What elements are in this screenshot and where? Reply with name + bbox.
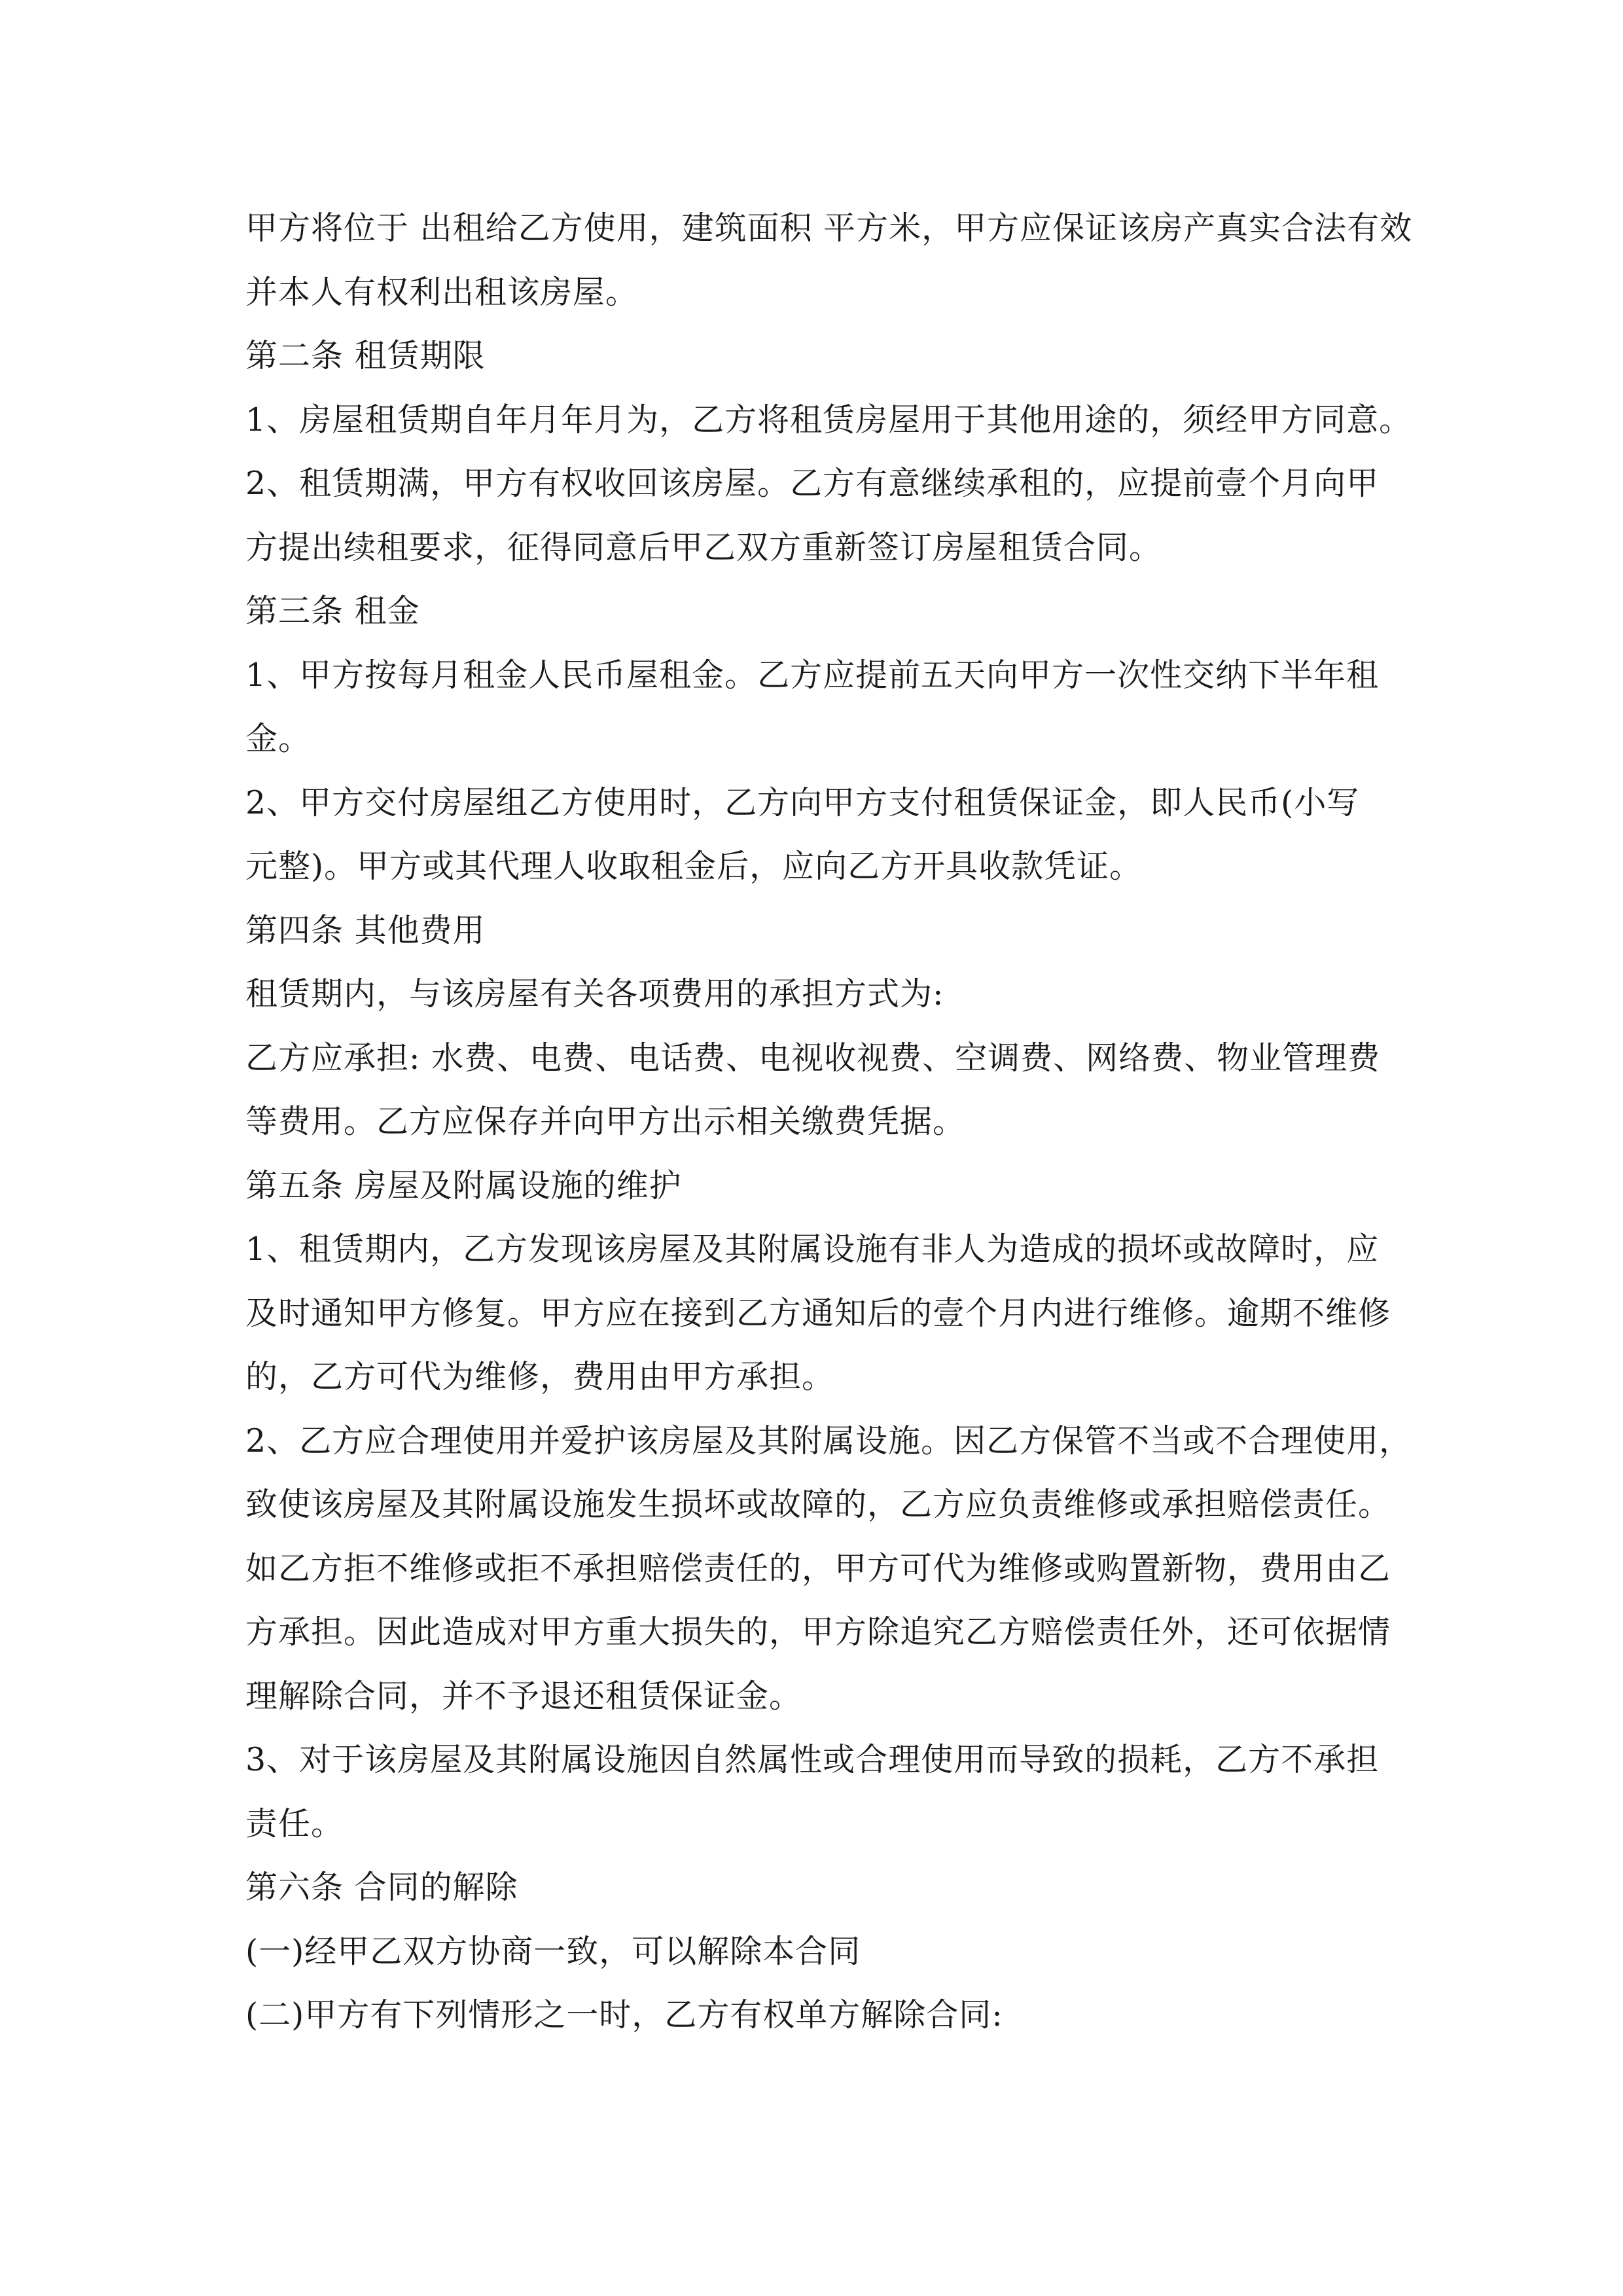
section-heading: 第四条 其他费用 — [245, 911, 486, 949]
paragraph-line: 如乙方拒不维修或拒不承担赔偿责任的，甲方可代为维修或购置新物，费用由乙 — [245, 1549, 1391, 1587]
paragraph-line: 理解除合同，并不予退还租赁保证金。 — [245, 1677, 802, 1715]
paragraph-line: 乙方应承担: 水费、电费、电话费、电视收视费、空调费、网络费、物业管理费 — [245, 1039, 1381, 1077]
paragraph-line: 1、甲方按每月租金人民币屋租金。乙方应提前五天向甲方一次性交纳下半年租 — [245, 656, 1380, 694]
paragraph-line: (二)甲方有下列情形之一时，乙方有权单方解除合同: — [245, 1996, 1003, 2034]
paragraph-line: 等费用。乙方应保存并向甲方出示相关缴费凭据。 — [245, 1103, 966, 1140]
paragraph-line: 致使该房屋及其附属设施发生损坏或故障的，乙方应负责维修或承担赔偿责任。 — [245, 1486, 1391, 1523]
contract-body — [245, 196, 1413, 2047]
section-heading: 第三条 租金 — [245, 592, 420, 630]
paragraph-line: 的，乙方可代为维修，费用由甲方承担。 — [245, 1358, 835, 1395]
paragraph-line: 3、对于该房屋及其附属设施因自然属性或合理使用而导致的损耗，乙方不承担 — [245, 1741, 1380, 1778]
paragraph-line: 及时通知甲方修复。甲方应在接到乙方通知后的壹个月内进行维修。逾期不维修 — [245, 1294, 1391, 1332]
paragraph-line: 2、甲方交付房屋组乙方使用时，乙方向甲方支付租赁保证金，即人民币(小写 — [245, 783, 1360, 821]
paragraph-line: 租赁期内，与该房屋有关各项费用的承担方式为: — [245, 975, 944, 1013]
section-heading: 第六条 合同的解除 — [245, 1869, 518, 1906]
paragraph-line: 方提出续租要求，征得同意后甲乙双方重新签订房屋租赁合同。 — [245, 528, 1162, 566]
paragraph-line: 2、乙方应合理使用并爱护该房屋及其附属设施。因乙方保管不当或不合理使用， — [245, 1422, 1412, 1460]
paragraph-line: (一)经甲乙双方协商一致，可以解除本合同 — [245, 1932, 861, 1970]
paragraph-line: 并本人有权利出租该房屋。 — [245, 273, 639, 311]
paragraph-line: 1、房屋租赁期自年月年月为，乙方将租赁房屋用于其他用途的，须经甲方同意。 — [245, 401, 1412, 439]
section-heading: 第五条 房屋及附属设施的维护 — [245, 1166, 682, 1204]
paragraph-line: 元整)。甲方或其代理人收取租金后，应向乙方开具收款凭证。 — [245, 848, 1143, 885]
section-heading: 第二条 租赁期限 — [245, 337, 486, 374]
paragraph-line: 1、租赁期内，乙方发现该房屋及其附属设施有非人为造成的损坏或故障时，应 — [245, 1230, 1380, 1268]
paragraph-line: 金。 — [245, 720, 312, 757]
paragraph-line: 甲方将位于 出租给乙方使用，建筑面积 平方米，甲方应保证该房产真实合法有效 — [245, 209, 1413, 247]
paragraph-line: 方承担。因此造成对甲方重大损失的，甲方除追究乙方赔偿责任外，还可依据情 — [245, 1613, 1391, 1651]
paragraph-line: 责任。 — [245, 1804, 344, 1842]
paragraph-line: 2、租赁期满，甲方有权收回该房屋。乙方有意继续承租的，应提前壹个月向甲 — [245, 465, 1380, 502]
